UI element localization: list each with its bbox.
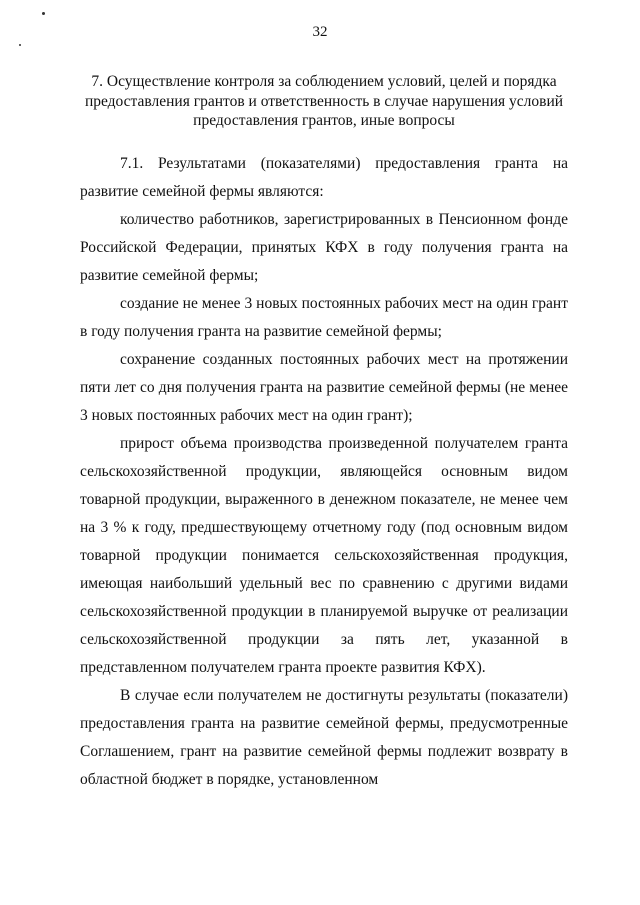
- section-body: [80, 150, 568, 794]
- section-heading: 7. Осуществление контроля за соблюдением условий, целей и порядка предоставления грантов и ответственность в случае нарушения условий предоставления грантов, иные вопросы: [84, 73, 564, 129]
- paragraph-results-intro: 7.1. Результатами (показателями) предоставления гранта на развитие семейной фермы являются:: [80, 155, 568, 200]
- paragraph-workers-count: количество работников, зарегистрированных в Пенсионном фонде Российской Федерации, принятых КФХ в году получения гранта на развитие семейной фермы;: [80, 211, 568, 284]
- scan-speck: [19, 44, 21, 46]
- scan-speck: [42, 12, 45, 15]
- paragraph-grant-return: В случае если получателем не достигнуты результаты (показатели) предоставления гранта на развитие семейной фермы, предусмотренные Соглашением, грант на развитие семейной фермы подлежит возврату в областной бюджет в порядке, установленном: [80, 687, 568, 788]
- paragraph-production-growth: прирост объема производства произведенной получателем гранта сельскохозяйственной продукции, являющейся основным видом товарной продукции, выраженного в денежном показателе, не менее чем на 3 % к году, предшествующему отчетному году (под основным видом товарной продукции понимается сельскохозяйственная продукция, имеющая наибольший удельный вес по сравнению с другими видами сельскохозяйственной продукции в планируемой выручке от реализации сельскохозяйственной продукции за пять лет, указанной в представленном получателем гранта проекте развития КФХ).: [80, 435, 568, 676]
- paragraph-jobs-retention: сохранение созданных постоянных рабочих мест на протяжении пяти лет со дня получения гранта на развитие семейной фермы (не менее 3 новых постоянных рабочих мест на один грант);: [80, 351, 568, 424]
- paragraph-new-jobs: создание не менее 3 новых постоянных рабочих мест на один грант в году получения гранта на развитие семейной фермы;: [80, 295, 568, 340]
- page-number: 32: [312, 24, 328, 40]
